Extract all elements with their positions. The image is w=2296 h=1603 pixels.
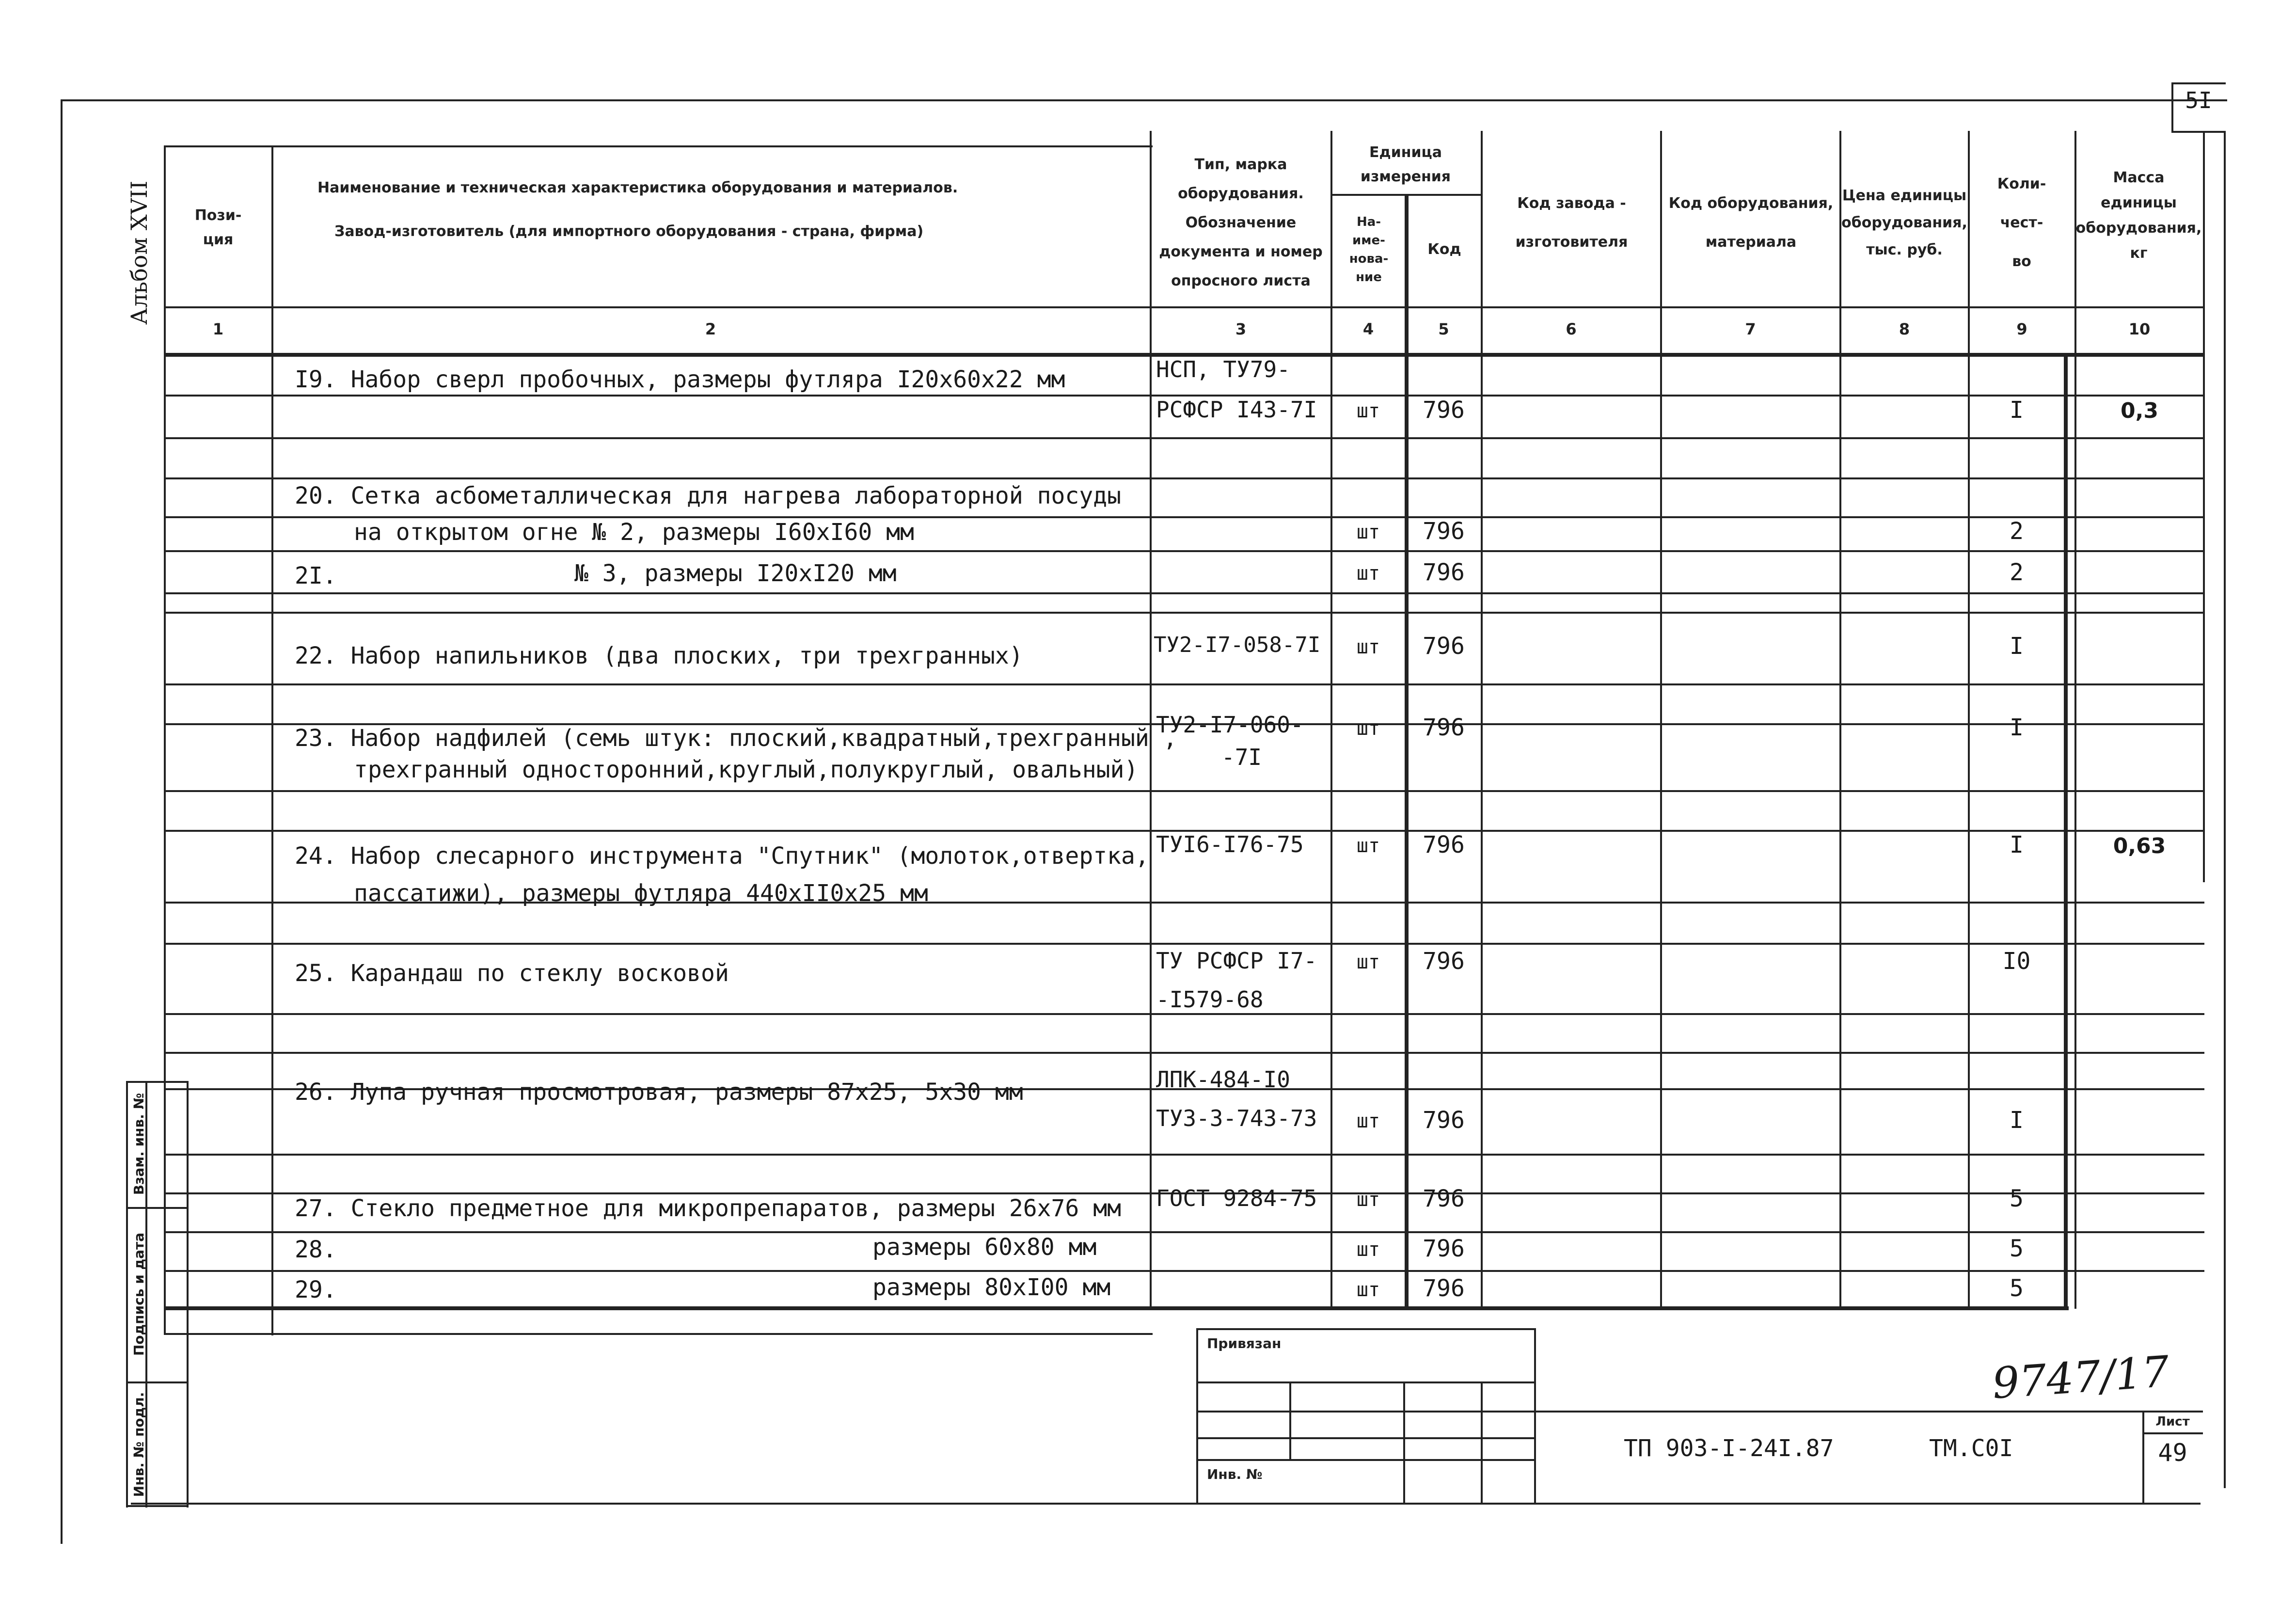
side-sign-date: Подпись и дата bbox=[131, 1232, 147, 1356]
row-24-unit: шт bbox=[1356, 835, 1380, 857]
col-num-2: 2 bbox=[705, 320, 716, 338]
row-24-type: ТУI6-I76-75 bbox=[1156, 831, 1304, 857]
row-22-unit: шт bbox=[1356, 636, 1380, 658]
frame-right bbox=[2224, 131, 2226, 1488]
row-27-unit: шт bbox=[1356, 1189, 1380, 1211]
row-22-qty: I bbox=[2010, 633, 2024, 660]
row-24-name-line1: 24. Набор слесарного инструмента "Спутник" (молоток,отвертка, bbox=[295, 842, 1149, 870]
frame-bottom bbox=[131, 1503, 2201, 1505]
col-num-7: 7 bbox=[1745, 320, 1756, 338]
row-25-qty: I0 bbox=[2002, 948, 2031, 975]
row-24-qty: I bbox=[2010, 831, 2024, 858]
row-29-qty: 5 bbox=[2010, 1275, 2024, 1302]
row-25-unit: шт bbox=[1356, 951, 1380, 973]
header-name-line2: Завод-изготовитель (для импортного оборудования - страна, фирма) bbox=[334, 223, 924, 240]
col-num-6: 6 bbox=[1566, 320, 1577, 338]
header-position: Пози- ция bbox=[194, 207, 242, 248]
row-29-position: 29. bbox=[295, 1276, 337, 1303]
col-num-1: 1 bbox=[212, 320, 224, 338]
header-quantity: Коли- чест- во bbox=[1997, 175, 2046, 270]
row-20-name-line2: на открытом огне № 2, размеры I60хI60 мм bbox=[354, 519, 914, 546]
stamp-inv-label: Инв. № bbox=[1207, 1466, 1263, 1482]
row-19-code: 796 bbox=[1423, 397, 1465, 424]
row-23-unit: шт bbox=[1356, 717, 1380, 740]
row-22-name: 22. Набор напильников (два плоских, три трехгранных) bbox=[295, 642, 1023, 669]
row-27-name: 27. Стекло предметное для микропрепаратов, размеры 26х76 мм bbox=[295, 1195, 1122, 1222]
row-23-type-line1: ТУ2-I7-060- bbox=[1156, 712, 1304, 738]
row-20-qty: 2 bbox=[2010, 518, 2024, 545]
row-23-name-line2: трехгранный односторонний,круглый,полукруглый, овальный) bbox=[354, 756, 1139, 783]
row-24-mass: 0,63 bbox=[2113, 834, 2166, 858]
row-27-type: ГОСТ 9284-75 bbox=[1156, 1185, 1317, 1211]
row-28-unit: шт bbox=[1356, 1238, 1380, 1261]
header-mass: Масса единицы оборудования, кг bbox=[2075, 169, 2202, 262]
row-28-position: 28. bbox=[295, 1236, 337, 1263]
row-21-name: № 3, размеры I20хI20 мм bbox=[574, 560, 897, 587]
row-19-unit: шт bbox=[1356, 400, 1380, 422]
album-label: Альбом ХVII bbox=[126, 180, 152, 325]
row-19-type-line2: РСФСР I43-7I bbox=[1156, 397, 1317, 423]
doc-mark: ТМ.С0I bbox=[1929, 1435, 2013, 1462]
handwritten-number: 9747/17 bbox=[1990, 1346, 2171, 1409]
header-price: Цена единицы оборудования, тыс. руб. bbox=[1841, 187, 1967, 258]
header-name-line1: Наименование и техническая характеристика оборудования и материалов. bbox=[317, 179, 958, 196]
header-equipment-code: Код оборудования, материала bbox=[1668, 195, 1834, 251]
side-vzam-inv: Взам. инв. № bbox=[131, 1093, 147, 1195]
doc-code: ТП 903-I-24I.87 bbox=[1624, 1435, 1834, 1462]
row-20-code: 796 bbox=[1423, 518, 1465, 545]
row-20-name-line1: 20. Сетка асбометаллическая для нагрева лабораторной посуды bbox=[295, 482, 1122, 509]
row-29-name: размеры 80хI00 мм bbox=[872, 1274, 1111, 1301]
row-25-name: 25. Карандаш по стеклу восковой bbox=[295, 960, 729, 987]
frame-top bbox=[61, 99, 2227, 101]
header-unit-name: На- име- нова- ние bbox=[1349, 215, 1389, 285]
sheet-label: Лист bbox=[2155, 1414, 2190, 1429]
row-23-type-line2: -7I bbox=[1221, 744, 1262, 770]
row-22-code: 796 bbox=[1423, 633, 1465, 660]
row-26-qty: I bbox=[2010, 1107, 2024, 1134]
row-26-code: 796 bbox=[1423, 1107, 1465, 1134]
col-num-5: 5 bbox=[1438, 320, 1449, 338]
row-23-name-line1: 23. Набор надфилей (семь штук: плоский,квадратный,трехгранный , bbox=[295, 725, 1177, 752]
row-28-qty: 5 bbox=[2010, 1235, 2024, 1262]
row-20-unit: шт bbox=[1356, 521, 1380, 543]
row-28-code: 796 bbox=[1423, 1235, 1465, 1262]
row-27-code: 796 bbox=[1423, 1185, 1465, 1212]
row-26-name: 26. Лупа ручная просмотровая, размеры 87х25, 5х30 мм bbox=[295, 1079, 1023, 1106]
header-unit: Единица измерения bbox=[1360, 144, 1451, 185]
row-25-type-line2: -I579-68 bbox=[1156, 986, 1264, 1013]
row-21-code: 796 bbox=[1423, 559, 1465, 586]
row-26-unit: шт bbox=[1356, 1110, 1380, 1132]
row-23-code: 796 bbox=[1423, 714, 1465, 741]
col-num-10: 10 bbox=[2128, 320, 2151, 338]
col-num-4: 4 bbox=[1362, 320, 1374, 338]
row-19-type-line1: НСП, ТУ79- bbox=[1156, 356, 1290, 382]
header-unit-code: Код bbox=[1427, 241, 1461, 258]
row-21-unit: шт bbox=[1356, 562, 1380, 585]
row-26-type-line1: ЛПК-484-I0 bbox=[1156, 1066, 1290, 1093]
frame-left bbox=[61, 99, 63, 1544]
row-23-qty: I bbox=[2010, 714, 2024, 741]
col-num-8: 8 bbox=[1899, 320, 1910, 338]
page-number: 5I bbox=[2185, 87, 2212, 113]
row-21-qty: 2 bbox=[2010, 559, 2024, 586]
stamp-bound-label: Привязан bbox=[1207, 1335, 1282, 1351]
row-21-position: 2I. bbox=[295, 562, 337, 589]
row-25-type-line1: ТУ РСФСР I7- bbox=[1156, 948, 1317, 974]
sheet-number: 49 bbox=[2158, 1439, 2187, 1467]
row-25-code: 796 bbox=[1423, 948, 1465, 975]
row-19-qty: I bbox=[2010, 397, 2024, 424]
row-22-type: ТУ2-I7-058-7I bbox=[1154, 633, 1321, 657]
row-24-code: 796 bbox=[1423, 831, 1465, 858]
header-type: Тип, марка оборудования. Обозначение документа и номер опросного листа bbox=[1159, 156, 1323, 289]
row-24-name-line2: пасcатижи), размеры футляра 440хII0х25 мм bbox=[354, 880, 928, 907]
col-num-9: 9 bbox=[2016, 320, 2027, 338]
row-29-unit: шт bbox=[1356, 1279, 1380, 1301]
row-19-mass: 0,3 bbox=[2121, 398, 2158, 423]
col-num-3: 3 bbox=[1235, 320, 1247, 338]
row-26-type-line2: ТУ3-3-743-73 bbox=[1156, 1105, 1317, 1131]
row-27-qty: 5 bbox=[2010, 1185, 2024, 1212]
side-inv-podl: Инв. № подл. bbox=[131, 1392, 147, 1497]
row-28-name: размеры 60х80 мм bbox=[872, 1234, 1097, 1261]
header-factory-code: Код завода - изготовителя bbox=[1515, 195, 1628, 251]
row-29-code: 796 bbox=[1423, 1275, 1465, 1302]
row-19-name: I9. Набор сверл пробочных, размеры футляра I20х60х22 мм bbox=[295, 366, 1065, 393]
